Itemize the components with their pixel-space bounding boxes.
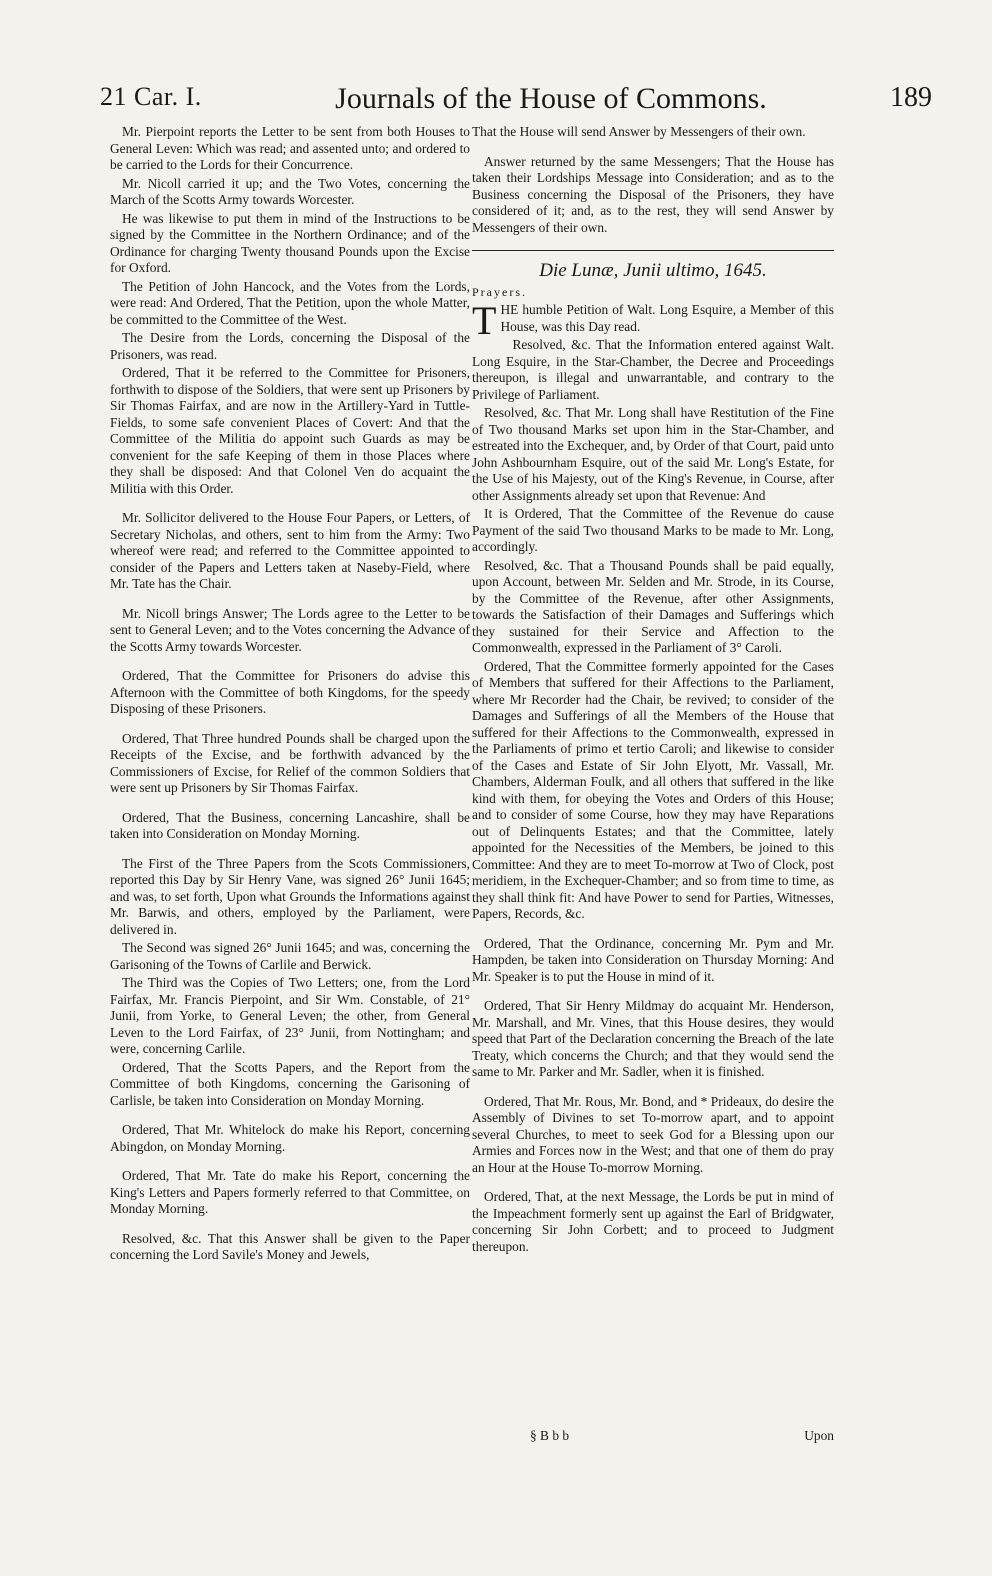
paragraph: Answer returned by the same Messengers; That the House has taken their Lordships Message into Consideration; and as to the Business concerning the Disposal of the Prisoners, they have considered of it; and, as to the rest, they will send Answer by Messengers of their own. bbox=[472, 153, 834, 235]
right-column bbox=[472, 124, 834, 1257]
paragraph: Ordered, That Mr. Tate do make his Report, concerning the King's Letters and Papers formerly referred to that Committee, on Monday Morning. bbox=[110, 1168, 470, 1216]
paragraph: The Second was signed 26° Junii 1645; and was, concerning the Garisoning of the Towns of Carlile and Berwick. bbox=[110, 940, 470, 972]
paragraph: Resolved, &c. That Mr. Long shall have Restitution of the Fine of Two thousand Marks set upon him in the Star-Chamber, and estreated into the Exchequer, and, by Order of that Court, paid unto John Ashbournham Esquire, out of the said Mr. Long's Estate, for the Use of his Majesty, out of the King's Revenue, in Course, after other Assignments already set upon that Revenue: And bbox=[472, 405, 834, 503]
paragraph: The Petition of John Hancock, and the Votes from the Lords, were read: And Ordered, That the Petition, upon the whole Matter, be committed to the Committee of the West. bbox=[110, 278, 470, 327]
paragraph: The Desire from the Lords, concerning the Disposal of the Prisoners, was read. bbox=[110, 330, 470, 362]
dateline: Die Lunæ, Junii ultimo, 1645. bbox=[539, 260, 767, 281]
paragraph: He was likewise to put them in mind of the Instructions to be signed by the Committee in the Northern Ordinance; and of the Ordinance for charging Twenty thousand Pounds upon the Excise for Oxford. bbox=[110, 210, 470, 275]
paragraph: Ordered, That, at the next Message, the Lords be put in mind of the Impeachment formerly sent up against the Earl of Bridgwater, concerning Sir John Corbett; and to proceed to Judgment thereupon. bbox=[472, 1189, 834, 1254]
paragraph: Resolved, &c. That a Thousand Pounds shall be paid equally, upon Account, between Mr. Selden and Mr. Strode, in its Course, by the Committee of the Revenue, after other Assignments, towards the Satisfaction of their Damages and Sufferings which they sustained for their Service and Affection to the Commonwealth, expressed in the Parliament of 3° Caroli. bbox=[472, 557, 834, 655]
catchword: Upon bbox=[804, 1428, 834, 1443]
paragraph: Ordered, That the Ordinance, concerning Mr. Pym and Mr. Hampden, be taken into Consideration on Thursday Morning: And Mr. Speaker is to put the House in mind of it. bbox=[472, 935, 834, 984]
paragraph: The Third was the Copies of Two Letters; one, from the Lord Fairfax, Mr. Francis Pierpoint, and Sir Wm. Constable, of 21° Junii, from Yorke, to General Leven; the other, from General Leven to the Lord Fairfax, of 23° Junii, from Nottingham; and were, concerning Carlile. bbox=[110, 975, 470, 1056]
paragraph: Resolved, &c. That this Answer shall be given to the Paper concerning the Lord Savile's Money and Jewels, bbox=[110, 1230, 470, 1262]
paragraph: Mr. Nicoll brings Answer; The Lords agree to the Letter to be sent to General Leven; and to the Votes concerning the Advance of the Scotts Army towards Worcester. bbox=[110, 605, 470, 654]
paragraph: Ordered, That Mr. Whitelock do make his Report, concerning Abingdon, on Monday Morning. bbox=[110, 1122, 470, 1154]
regnal-year: 21 Car. I. bbox=[100, 82, 202, 111]
paragraph: Mr. Sollicitor delivered to the House Four Papers, or Letters, of Secretary Nicholas, and others, sent to him from the Army: Two whereof were read; and referred to the Committee appointed to consider of the Papers and Letters taken at Naseby-Field, where Mr. Tate has the Chair. bbox=[110, 510, 470, 591]
paragraph: Mr. Pierpoint reports the Letter to be sent from both Houses to General Leven: Which was read; and assented unto; and ordered to be carried to the Lords for their Concurrence. bbox=[110, 124, 470, 172]
running-title: Journals of the House of Commons. bbox=[335, 82, 767, 115]
paragraph: That the House will send Answer by Messengers of their own. bbox=[472, 124, 806, 139]
paragraph: The First of the Three Papers from the Scots Commissioners, reported this Day by Sir Henry Vane, was signed 26° Junii 1645; and was, to set forth, Upon what Grounds the Informations against Mr. Barwis, and others, employed by the Parliament, were delivered in. bbox=[110, 855, 470, 937]
paragraph: Mr. Nicoll carried it up; and the Two Votes, concerning the March of the Scotts Army towards Worcester. bbox=[110, 175, 470, 207]
paragraph: Ordered, That the Scotts Papers, and the Report from the Committee of both Kingdoms, concerning the Garisoning of Carlisle, be taken into Consideration on Monday Morning. bbox=[110, 1059, 470, 1108]
page-header bbox=[100, 82, 932, 122]
paragraph: It is Ordered, That the Committee of the Revenue do cause Payment of the said Two thousand Marks to be made to Mr. Long, accordingly. bbox=[472, 506, 834, 554]
paragraph: Resolved, &c. That the Information entered against Walt. Long Esquire, in the Star-Chamber, the Decree and Proceedings thereupon, is illegal and unwarrantable, and contrary to the Privilege of Parliament. bbox=[472, 337, 834, 402]
paragraph bbox=[472, 298, 834, 343]
left-column bbox=[110, 124, 470, 1266]
paragraph: Ordered, That it be referred to the Committee for Prisoners, forthwith to dispose of the Soldiers, that were sent up Prisoners by Sir Thomas Fairfax, and are now in the Artillery-Yard in Tuttle-Fields, to some safe convenient Places of Covert: And that the Committee of the Militia do appoint such Guards as may be convenient for the safe Keeping of them in those Places where they shall be disposed: And that Colonel Ven do acquaint the Militia with this Order. bbox=[110, 365, 470, 496]
signature-mark: § B b b bbox=[530, 1428, 570, 1443]
section-rule bbox=[472, 250, 834, 251]
page-number: 189 bbox=[890, 82, 932, 113]
paragraph: Ordered, That Sir Henry Mildmay do acquaint Mr. Henderson, Mr. Marshall, and Mr. Vines, that this House desires, they would speed that Part of the Declaration concerning the Breach of the late Treaty, which concerns the Church; and that they would send the same to Mr. Parker and Mr. Sadler, when it is finished. bbox=[472, 998, 834, 1079]
paragraph: Ordered, That the Business, concerning Lancashire, shall be taken into Consideration on Monday Morning. bbox=[110, 809, 470, 841]
paragraph: Ordered, That Mr. Rous, Mr. Bond, and * Prideaux, do desire the Assembly of Divines to set To-morrow apart, and to appoint several Churches, to meet to seek God for a Blessing upon our Armies and Forces now in the West; and that one of them do pray an Hour at the House To-morrow Morning. bbox=[472, 1093, 834, 1175]
prayers-heading: Prayers. bbox=[472, 284, 527, 299]
paragraph-text: HE humble Petition of Walt. Long Esquire, a Member of this House, was this Day read. bbox=[500, 302, 834, 334]
paragraph: Ordered, That the Committee formerly appointed for the Cases of Members that suffered for their Affections to the Parliament, where Mr Recorder had the Chair, be revived; to consider of the Damages and Sufferings of all the Members of the House that suffered for their Affections to the Commonwealth, expressed in the Parliaments of primo et tertio Caroli; and likewise to consider of the Cases and Estate of Sir John Elyott, Mr. Vassall, Mr. Chambers, Alderman Foulk, and all others that suffered in the like kind with them, for obeying the Votes and Orders of this House; and to consider of some Course, how they may have Reparations out of Delinquents Estates; and that the Committee, lately appointed for the Necessities of the Members, be joined to this Committee: And they are to meet To-morrow at Two of Clock, post meridiem, in the Exchequer-Chamber; and so from time to time, as they shall think fit: And have Power to send for Parties, Witnesses, Papers, Records, &c. bbox=[472, 658, 834, 921]
paragraph: Ordered, That Three hundred Pounds shall be charged upon the Receipts of the Excise, and be forthwith advanced by the Commissioners of Excise, for Relief of the common Soldiers that were sent up Prisoners by Sir Thomas Fairfax. bbox=[110, 730, 470, 795]
drop-cap: T bbox=[472, 298, 497, 343]
paragraph: Ordered, That the Committee for Prisoners do advise this Afternoon with the Committee of both Kingdoms, for the speedy Disposing of these Prisoners. bbox=[110, 668, 470, 716]
